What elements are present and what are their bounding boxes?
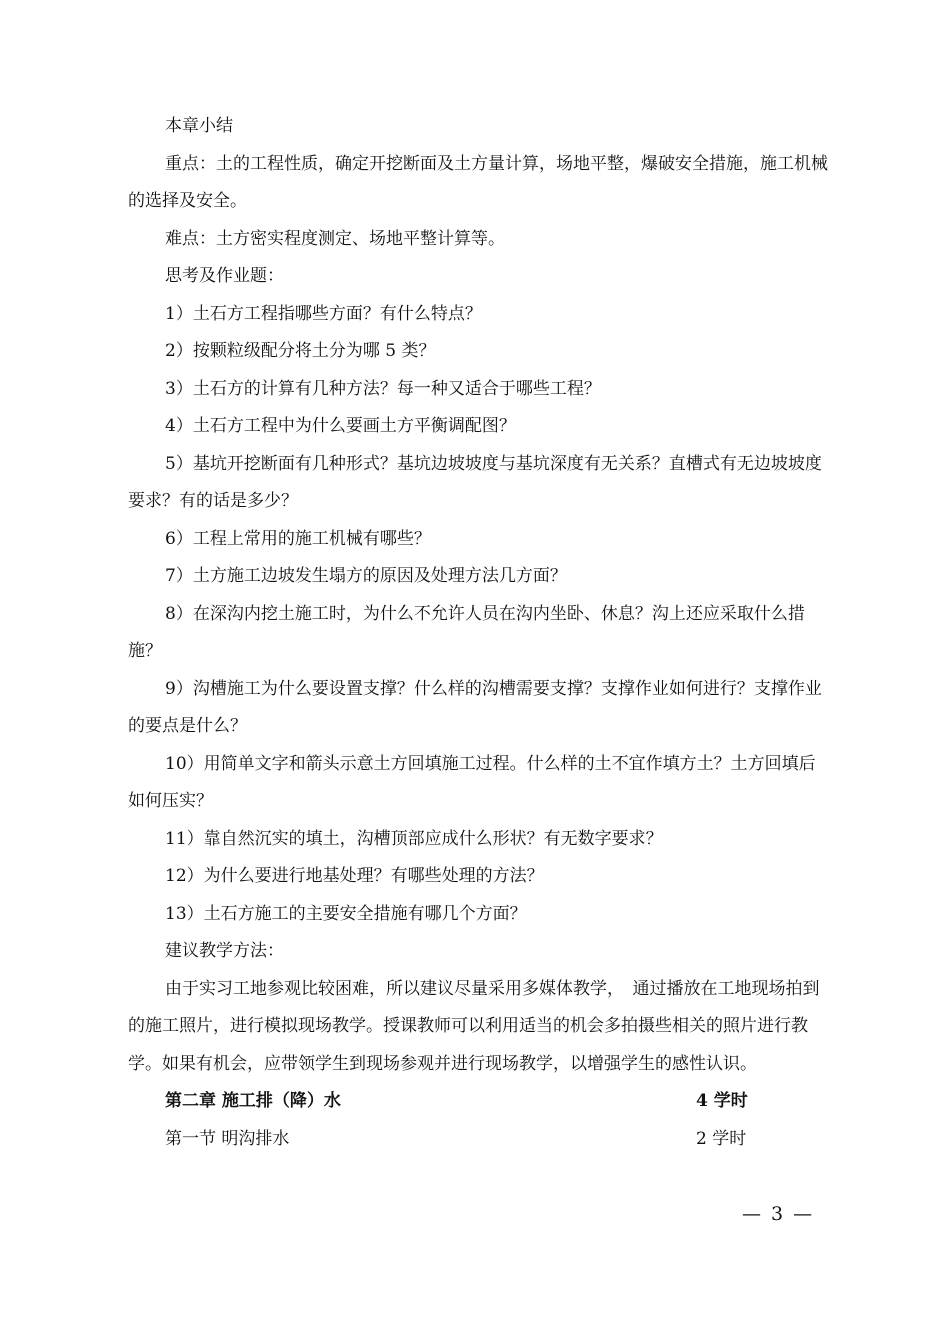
question-item: 2）按颗粒级配分将土分为哪 5 类？ bbox=[165, 341, 436, 361]
teaching-heading: 建议教学方法： bbox=[165, 941, 284, 961]
question-item: 5）基坑开挖断面有几种形式？基坑边坡坡度与基坑深度有无关系？直槽式有无边坡坡度要求？有的话是多少？ bbox=[128, 453, 822, 511]
question-item: 13）土石方施工的主要安全措施有哪几个方面？ bbox=[165, 903, 527, 924]
section-heading-row bbox=[128, 1121, 828, 1159]
question-item: 11）靠自然沉实的填土，沟槽顶部应成什么形状？有无数字要求？ bbox=[165, 828, 663, 849]
questions-heading: 思考及作业题： bbox=[165, 266, 284, 286]
section-hours: 2 学时 bbox=[696, 1128, 747, 1149]
chapter-heading-row bbox=[128, 1083, 828, 1121]
chapter-hours: 4 学时 bbox=[696, 1091, 748, 1111]
difficulties-line: 难点：土方密实程度测定、场地平整计算等。 bbox=[165, 228, 505, 249]
question-item: 1）土石方工程指哪些方面？有什么特点？ bbox=[165, 303, 482, 324]
section-title: 第一节 明沟排水 bbox=[165, 1128, 290, 1149]
question-item: 7）土方施工边坡发生塌方的原因及处理方法几方面？ bbox=[165, 566, 567, 586]
question-item: 6）工程上常用的施工机械有哪些？ bbox=[165, 528, 431, 549]
page-number: — 3 — bbox=[742, 1203, 815, 1225]
question-item: 3）土石方的计算有几种方法？每一种又适合于哪些工程？ bbox=[165, 378, 601, 399]
question-item: 4）土石方工程中为什么要画土方平衡调配图？ bbox=[165, 416, 516, 436]
teaching-paragraph: 由于实习工地参观比较困难，所以建议尽量采用多媒体教学， 通过播放在工地现场拍到的施工照片，进行模拟现场教学。授课教师可以利用适当的机会多拍摄些相关的照片进行教学。如果有机会，应带领学生到现场参观并进行现场教学，以增强学生的感性认识。 bbox=[128, 978, 820, 1074]
question-item: 12）为什么要进行地基处理？有哪些处理的方法？ bbox=[165, 866, 544, 886]
chapter-title: 第二章 施工排（降）水 bbox=[165, 1091, 341, 1111]
question-item: 10）用简单文字和箭头示意土方回填施工过程。什么样的土不宜作填方土？土方回填后如何压实？ bbox=[128, 753, 816, 811]
key-points-paragraph: 重点：土的工程性质，确定开挖断面及土方量计算，场地平整，爆破安全措施，施工机械的选择及安全。 bbox=[128, 153, 828, 211]
summary-heading: 本章小结 bbox=[165, 116, 233, 136]
question-item: 9）沟槽施工为什么要设置支撑？什么样的沟槽需要支撑？支撑作业如何进行？支撑作业的要点是什么？ bbox=[128, 678, 822, 736]
page-content bbox=[128, 108, 828, 1158]
question-item: 8）在深沟内挖土施工时，为什么不允许人员在沟内坐卧、休息？沟上还应采取什么措施？ bbox=[128, 603, 805, 661]
